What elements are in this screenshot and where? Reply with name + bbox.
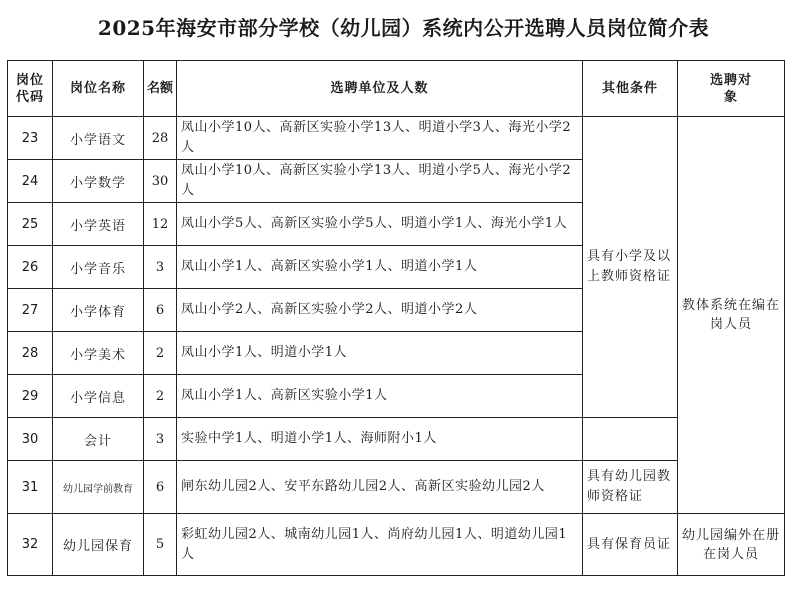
header-units: 选聘单位及人数 xyxy=(177,61,583,117)
row-units: 凤山小学10人、高新区实验小学13人、明道小学3人、海光小学2人 xyxy=(177,117,583,160)
row-count: 5 xyxy=(144,514,177,576)
row-name: 小学美术 xyxy=(53,332,144,375)
row-code: 28 xyxy=(8,332,53,375)
table-row xyxy=(8,117,785,160)
row-units: 实验中学1人、明道小学1人、海师附小1人 xyxy=(177,418,583,461)
positions-table xyxy=(7,60,785,576)
row-name: 小学音乐 xyxy=(53,246,144,289)
target-nursery: 幼儿园编外在册在岗人员 xyxy=(678,514,785,576)
row-units: 彩虹幼儿园2人、城南幼儿园1人、尚府幼儿园1人、明道幼儿园1人 xyxy=(177,514,583,576)
row-code: 26 xyxy=(8,246,53,289)
row-name: 小学语文 xyxy=(53,117,144,160)
page-title: 2025年海安市部分学校（幼儿园）系统内公开选聘人员岗位简介表 xyxy=(97,16,710,40)
header-row xyxy=(8,61,785,117)
condition-empty xyxy=(583,418,678,461)
row-name: 会计 xyxy=(53,418,144,461)
condition-primary: 具有小学及以上教师资格证 xyxy=(583,117,678,418)
header-count: 名额 xyxy=(144,61,177,117)
header-target: 选聘对象 xyxy=(678,61,785,117)
header-conditions: 其他条件 xyxy=(583,61,678,117)
header-code: 岗位代码 xyxy=(8,61,53,117)
row-name: 幼儿园学前教育 xyxy=(53,461,144,514)
row-count: 6 xyxy=(144,289,177,332)
row-count: 30 xyxy=(144,160,177,203)
row-units: 凤山小学2人、高新区实验小学2人、明道小学2人 xyxy=(177,289,583,332)
row-units: 闸东幼儿园2人、安平东路幼儿园2人、高新区实验幼儿园2人 xyxy=(177,461,583,514)
header-name: 岗位名称 xyxy=(53,61,144,117)
row-name: 小学体育 xyxy=(53,289,144,332)
row-count: 3 xyxy=(144,418,177,461)
row-name: 小学信息 xyxy=(53,375,144,418)
row-units: 凤山小学1人、明道小学1人 xyxy=(177,332,583,375)
row-code: 32 xyxy=(8,514,53,576)
table-row xyxy=(8,418,785,461)
row-count: 2 xyxy=(144,375,177,418)
row-code: 30 xyxy=(8,418,53,461)
row-count: 28 xyxy=(144,117,177,160)
row-code: 27 xyxy=(8,289,53,332)
row-code: 31 xyxy=(8,461,53,514)
row-code: 24 xyxy=(8,160,53,203)
condition-kindergarten: 具有幼儿园教师资格证 xyxy=(583,461,678,514)
row-count: 3 xyxy=(144,246,177,289)
row-units: 凤山小学10人、高新区实验小学13人、明道小学5人、海光小学2人 xyxy=(177,160,583,203)
table-row xyxy=(8,514,785,576)
row-code: 25 xyxy=(8,203,53,246)
row-code: 23 xyxy=(8,117,53,160)
row-count: 2 xyxy=(144,332,177,375)
row-units: 凤山小学1人、高新区实验小学1人 xyxy=(177,375,583,418)
condition-nursery: 具有保育员证 xyxy=(583,514,678,576)
row-code: 29 xyxy=(8,375,53,418)
row-name: 幼儿园保育 xyxy=(53,514,144,576)
row-count: 6 xyxy=(144,461,177,514)
row-name: 小学英语 xyxy=(53,203,144,246)
target-teachers: 教体系统在编在岗人员 xyxy=(678,117,785,514)
row-units: 凤山小学5人、高新区实验小学5人、明道小学1人、海光小学1人 xyxy=(177,203,583,246)
table-row xyxy=(8,461,785,514)
row-count: 12 xyxy=(144,203,177,246)
row-name: 小学数学 xyxy=(53,160,144,203)
row-units: 凤山小学1人、高新区实验小学1人、明道小学1人 xyxy=(177,246,583,289)
